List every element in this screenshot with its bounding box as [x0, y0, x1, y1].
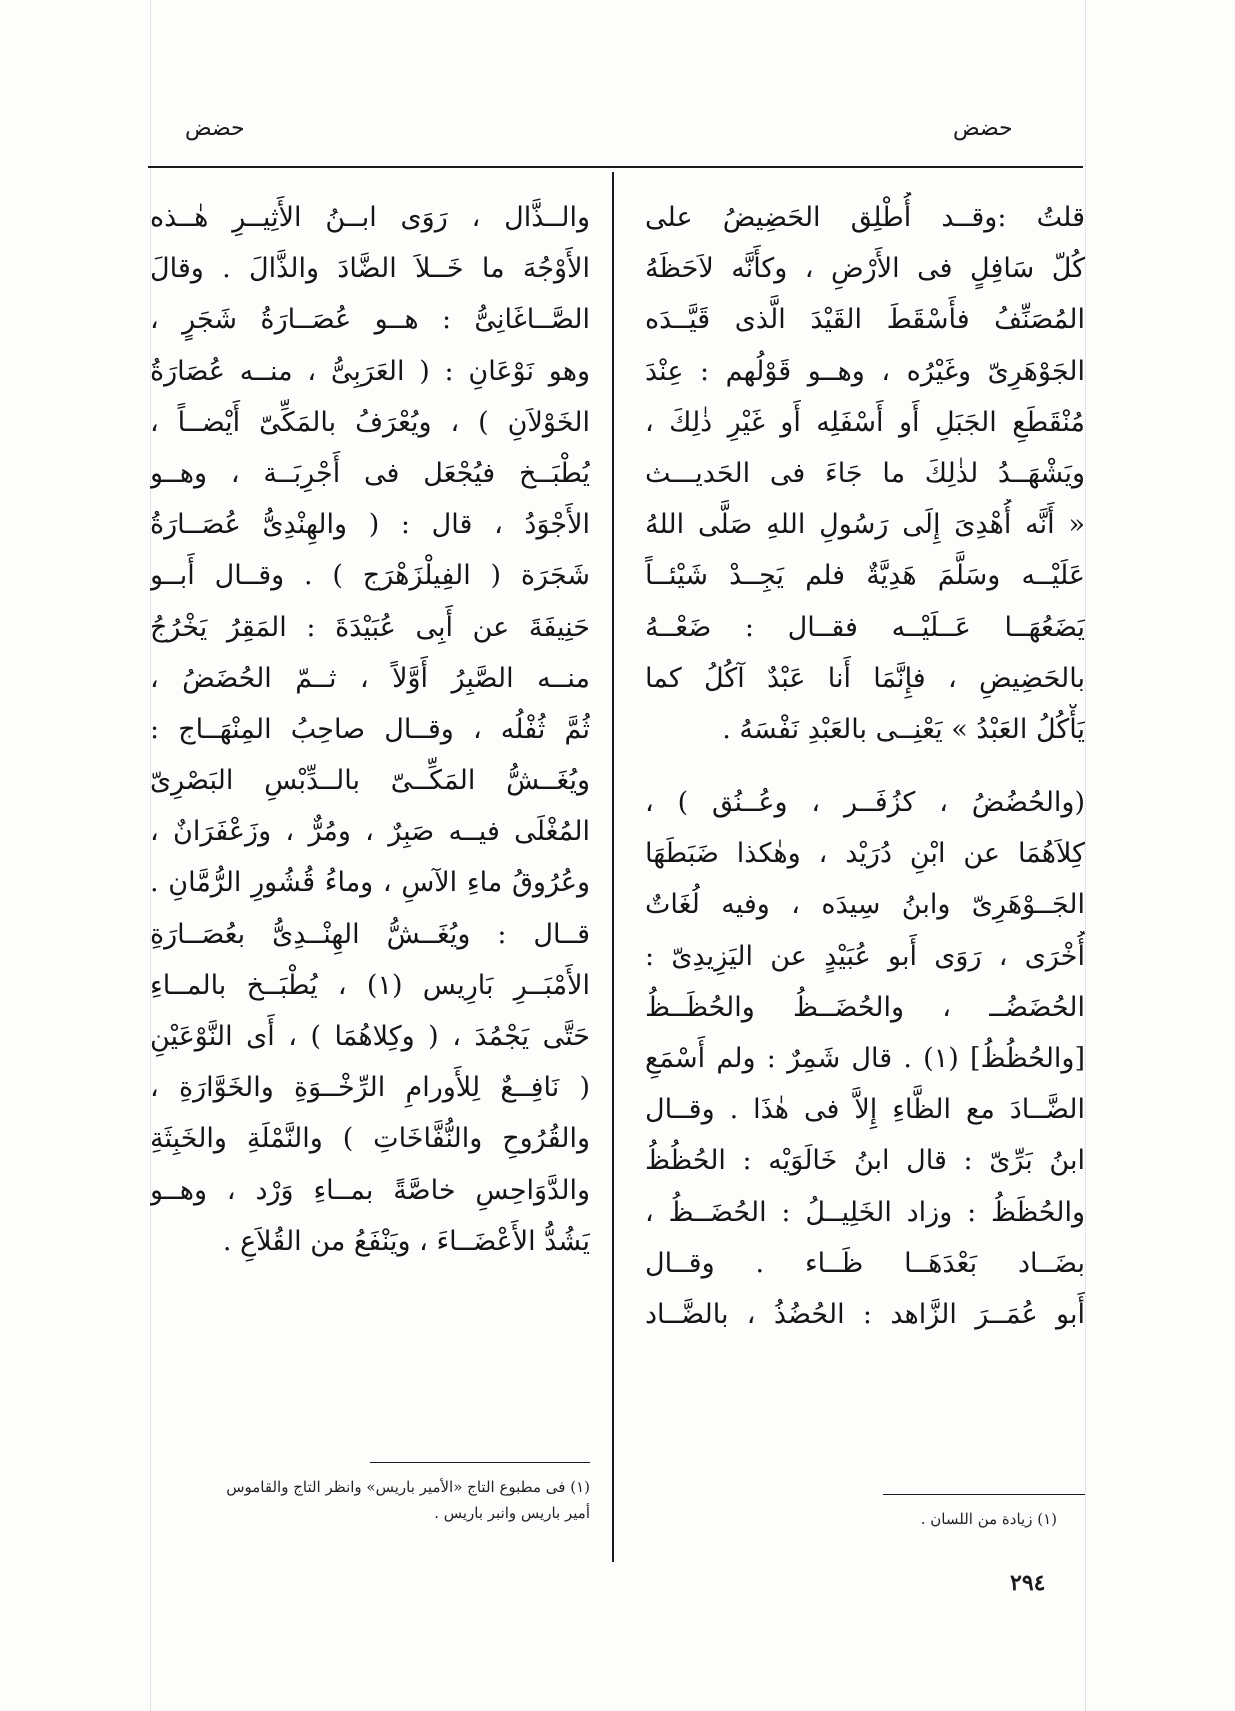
text-line: [والحُظُظُ] (١) . قال شَمِرٌ : ولم أَسْمَعِ	[645, 1043, 1085, 1074]
running-header-right: حضض	[953, 116, 1013, 141]
text-line: الحُضَضُــ ، والحُضَــظُ والحُظَــظُ	[645, 991, 1085, 1023]
header-rule	[148, 166, 1083, 168]
text-line: المُغْلَى فيــه صَبِرٌ ، ومُرٌّ ، وزَعْفَرَانٌ ،	[150, 816, 590, 848]
text-line: مُنْقَطَعِ الجَبَلِ أَو أَسْفَلِه أَو غَيْرِ ذٰلِكَ ،	[645, 406, 1085, 438]
paragraph	[645, 777, 1085, 1340]
text-line: ويَشْهَــدُ لذٰلِكَ ما جَاءَ فى الحَديـــث	[645, 457, 1085, 489]
text-line: الجَوْهَرِىّ وغَيْرُه ، وهــو قَوْلُهم : عِنْدَ	[645, 355, 1085, 387]
scan-artifact-line	[1085, 0, 1086, 1711]
text-line: « أَنَّه أُهْدِىَ إِلَى رَسُولِ اللهِ صَلَّى اللهُ	[645, 509, 1085, 541]
footnote-line: أمير باريس وانبر باريس .	[434, 1504, 590, 1522]
text-line: والحُظَظُ : وزاد الخَلِيــلُ : الحُضَــظُ ،	[645, 1196, 1085, 1228]
footnote-line: (١) فى مطبوع التاج «الأمير باريس» وانظر التاج والقاموس	[226, 1478, 590, 1496]
text-line: (والحُضُضُ ، كزُفَــر ، وعُــنُق ) ،	[645, 787, 1085, 819]
text-line: شَجَرَة ( الفِيلْزَهْرَج ) . وقــال أَبــو	[150, 560, 590, 592]
text-line: الأَوْجُهَ ما خَــلاَ الضَّادَ والذَّالَ . وقالَ	[150, 253, 590, 285]
text-line: والدَّوَاحِسِ خاصَّةً بمــاءِ وَرْد ، وهــو	[150, 1174, 590, 1206]
footnote-rule	[883, 1494, 1085, 1495]
running-header-left: حضض	[185, 116, 245, 141]
text-line: قلتُ :وقــد أُطْلِق الحَضِيضُ على	[645, 202, 1085, 233]
page-number: ٢٩٤	[1010, 1570, 1046, 1596]
text-line: والقُرُوحِ والنُّفَّاخَاتِ ) والنَّمْلَةِ والخَبِثَةِ	[150, 1123, 590, 1155]
text-line: قــال : ويُغَــشُّ الهِنْــدِىُّ بعُصَــارَةِ	[150, 918, 590, 950]
text-line: يَأْكُلُ العَبْدُ » يَعْنِــى بالعَبْدِ نَفْسَهُ .	[722, 713, 1085, 745]
text-line: وهو نَوْعَانِ : ( العَرَبِىُّ ، منــه عُصَارَةُ	[150, 355, 590, 387]
text-line: بالحَضِيضِ ، فإِنَّمَا أَنا عَبْدٌ آكُلُ كما	[645, 662, 1085, 694]
text-line: منــه الصَّبِرُ أَوَّلاً ، ثــمّ الحُضَضُ ،	[150, 662, 590, 694]
right-column	[645, 192, 1085, 1340]
text-line: الجَــوْهَرِىّ وابنُ سِيدَه ، وفيه لُغَاتٌ	[645, 889, 1085, 921]
text-line: الخَوْلاَنِ ) ، ويُعْرَفُ بالمَكِّىّ أَيْضــاً ،	[150, 406, 590, 438]
text-line: ( نَافِــعٌ لِلأَورامِ الرِّخْــوَةِ والخَوَّارَةِ ،	[150, 1072, 590, 1104]
text-line: ثُمَّ ثُفْلُه ، وقــال صاحِبُ المِنْهَــاج :	[150, 713, 590, 745]
text-line: عَلَيْــه وسَلَّمَ هَدِيَّةٌ فلم يَجِــدْ شَيْئــاً	[645, 560, 1085, 592]
text-line: كُلّ سَافِلٍ فى الأَرْضِ ، وكأَنَّه لاَحَظَهُ	[645, 253, 1085, 285]
text-line: أُخْرَى ، رَوَى أَبو عُبَيْدٍ عن اليَزِيدِىّ :	[645, 940, 1085, 972]
text-line: ابنُ بَرِّىّ : قال ابنُ خَالَوَيْه : الحُظُظُ	[645, 1145, 1085, 1177]
text-line: كِلاَهُمَا عن ابْنِ دُرَيْد ، وهٰكذا ضَبَطَهَا	[645, 838, 1085, 870]
text-line: الصَّــاغَانِىُّ : هــو عُصَــارَةُ شَجَرٍ ،	[150, 304, 590, 336]
footnote: (١) زيادة من اللسان .	[920, 1510, 1057, 1528]
text-line: وعُرُوقُ ماءِ الآسِ ، وماءُ قُشُورِ الرُّمَّانِ .	[150, 867, 590, 899]
footnote	[226, 1474, 590, 1526]
paragraph	[645, 192, 1085, 755]
text-line: حَتَّى يَجْمُدَ ، ( وكِلاهُمَا ) ، أَى النَّوْعَيْنِ	[150, 1021, 590, 1052]
text-line: ويُغَــشُّ المَكِّــىّ بالــدِّبْسِ البَصْرِىّ	[150, 765, 590, 797]
text-line: يَشُدُّ الأَعْضَــاءَ ، ويَنْفَعُ من القُلاَعِ .	[222, 1225, 590, 1257]
text-line: حَنِيفَةَ عن أَبِى عُبَيْدَةَ : المَقِرُ يَخْرُجُ	[150, 611, 590, 643]
text-line: بضَــاد بَعْدَهَــا ظَــاء . وقــال	[645, 1247, 1085, 1279]
text-line: الأَجْوَدُ ، قال : ( والهِنْدِىُّ عُصَــارَةُ	[150, 509, 590, 541]
text-line: الأَمْبَــرِ بَارِيس (١) ، يُطْبَــخ بالمــاءِ	[150, 969, 590, 1001]
text-line: يُطْبَــخ فيُجْعَل فى أَجْرِبَــة ، وهــو	[150, 457, 590, 489]
left-column	[150, 192, 590, 1267]
text-line: أَبو عُمَــرَ الزَّاهد : الحُضُذُ ، بالضَّــاد	[645, 1298, 1085, 1330]
text-line: الضَّــادَ مع الظَّاءِ إِلاَّ فى هٰذَا . وقــال	[645, 1094, 1085, 1126]
text-line: يَضَعُهَــا عَــلَيْــه فقــال : ضَعْــهُ	[645, 611, 1085, 643]
footnote-rule	[370, 1462, 590, 1463]
column-divider	[612, 172, 614, 1562]
text-line: والــذَّال ، رَوَى ابــنُ الأَثِيــرِ هٰــذه	[150, 202, 590, 233]
text-line: المُصَنِّفُ فأَسْقَطَ القَيْدَ الَّذى قَيَّــدَه	[645, 304, 1085, 336]
